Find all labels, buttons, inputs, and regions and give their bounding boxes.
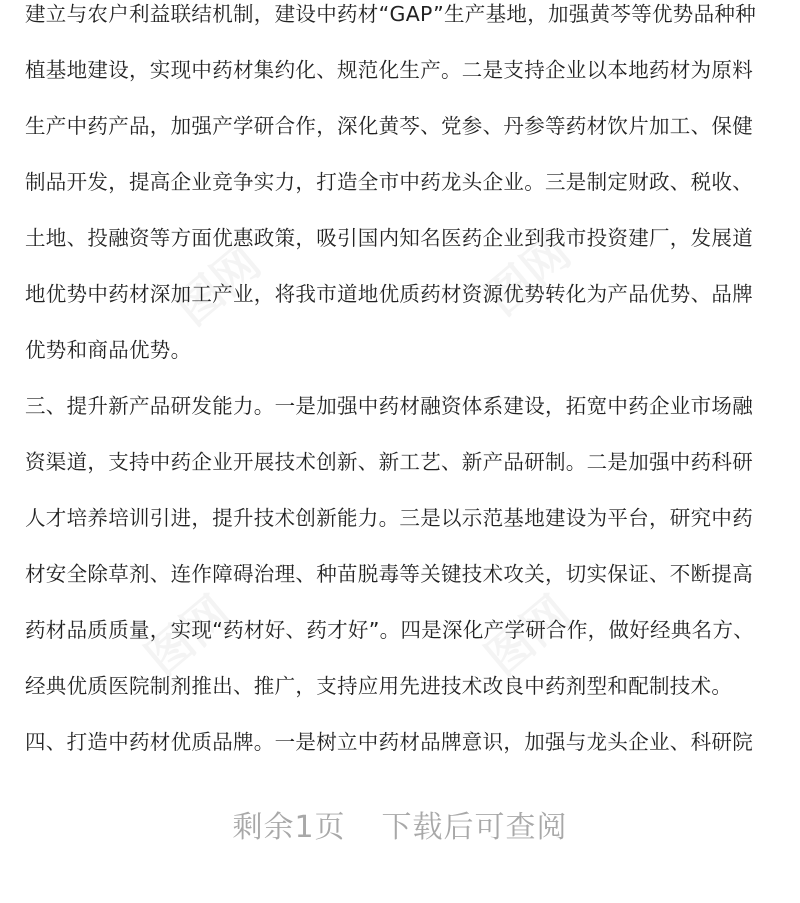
text-line: 植基地建设，实现中药材集约化、规范化生产。二是支持企业以本地药材为原料: [25, 58, 753, 82]
watermark: 图网: [475, 585, 581, 686]
text-line: 材安全除草剂、连作障碍治理、种苗脱毒等关键技术攻关，切实保证、不断提高: [25, 562, 753, 586]
text-line: 建立与农户利益联结机制，建设中药材“GAP”生产基地，加强黄芩等优势品种种: [25, 2, 756, 26]
remaining-pages-label: 剩余1页: [232, 810, 346, 845]
watermark: 图网: [165, 235, 271, 336]
text-line: 制品开发，提高企业竞争实力，打造全市中药龙头企业。三是制定财政、税收、: [25, 170, 753, 194]
text-line: 生产中药产品，加强产学研合作，深化黄芩、党参、丹参等药材饮片加工、保健: [25, 114, 753, 138]
text-line: 资渠道，支持中药企业开展技术创新、新工艺、新产品研制。二是加强中药科研: [25, 450, 753, 474]
watermark: 图网: [475, 225, 581, 326]
download-to-view-label: 下载后可查阅: [381, 810, 568, 845]
text-line: 三、提升新产品研发能力。一是加强中药材融资体系建设，拓宽中药企业市场融: [25, 394, 753, 418]
text-line: 优势和商品优势。: [25, 338, 192, 362]
text-line: 土地、投融资等方面优惠政策，吸引国内知名医药企业到我市投资建厂，发展道: [25, 226, 753, 250]
watermark: 图网: [135, 585, 241, 686]
text-line: 经典优质医院制剂推出、推广，支持应用先进技术改良中药剂型和配制技术。: [25, 674, 733, 698]
text-line: 地优势中药材深加工产业，将我市道地优质药材资源优势转化为产品优势、品牌: [25, 282, 753, 306]
download-more-banner[interactable]: [0, 800, 800, 856]
text-line: 药材品质质量，实现“药材好、药才好”。四是深化产学研合作，做好经典名方、: [25, 618, 755, 642]
text-line: 四、打造中药材优质品牌。一是树立中药材品牌意识，加强与龙头企业、科研院: [25, 730, 753, 754]
text-line: 人才培养培训引进，提升技术创新能力。三是以示范基地建设为平台，研究中药: [25, 506, 753, 530]
document-body: [25, 0, 777, 770]
